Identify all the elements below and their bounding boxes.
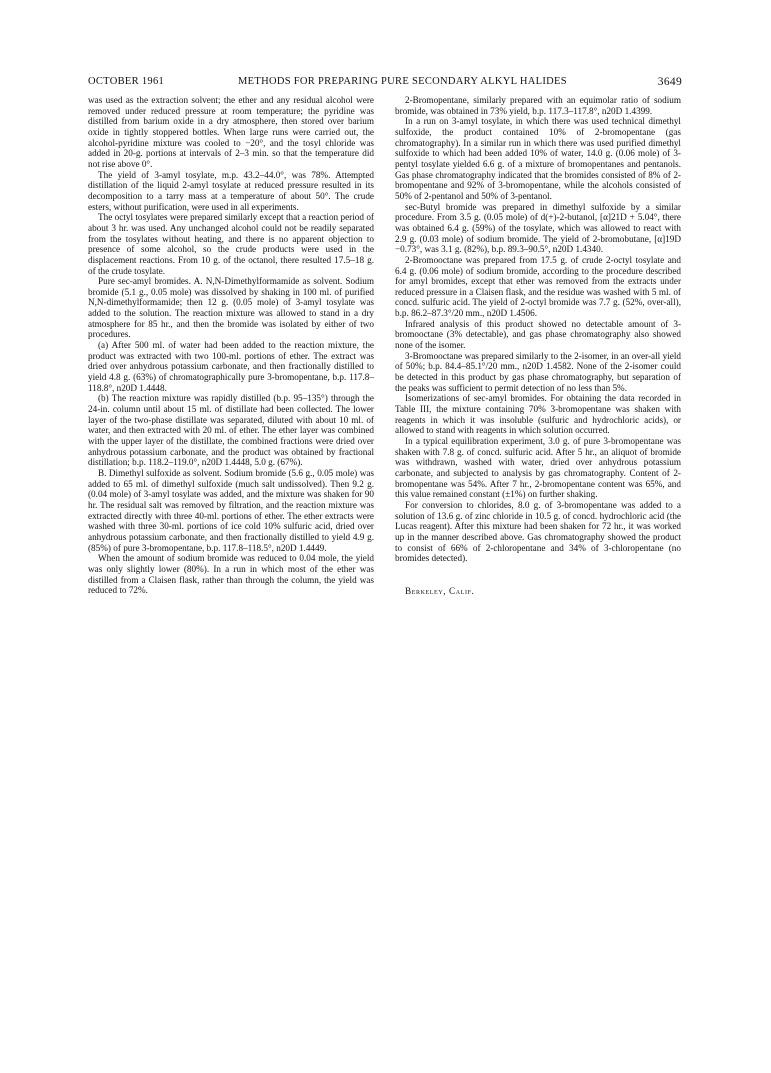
paragraph: In a typical equilibration experiment, 3.0 g. of pure 3-bromopentane was shaken with 7.8 g. of concd. sulfuric acid. After 5 hr., an aliquot of bromide was withdrawn, washed with water, dried over anhydrous potassium carbonate, and subjected to analysis by gas chromatography. Content of 2-bromopentane was 54%. After 7 hr., 2-bromopentane content was 65%, and this value remained constant (±1%) on further shaking.	[395, 436, 681, 500]
author-location: Berkeley, Calif.	[405, 585, 475, 596]
paragraph: The yield of 3-amyl tosylate, m.p. 43.2–44.0°, was 78%. Attempted distillation of the liquid 2-amyl tosylate at reduced pressure resulted in its decomposition to a tarry mass at a temperature of about 50°. The crude esters, without purification, were used in all experiments.	[88, 169, 374, 212]
left-column	[88, 95, 374, 596]
paragraph: sec-Butyl bromide was prepared in dimethyl sulfoxide by a similar procedure. From 3.5 g. (0.05 mole) of d(+)-2-butanol, [α]21D + 5.04°, there was obtained 6.4 g. (59%) of the tosylate, which was allowed to react with 2.9 g. (0.03 mole) of sodium bromide. The yield of 2-bromobutane, [α]19D −0.73°, was 3.1 g. (82%), b.p. 89.3–90.5°, n20D 1.4340.	[395, 201, 681, 255]
paragraph: The octyl tosylates were prepared similarly except that a reaction period of about 3 hr. was used. Any unchanged alcohol could not be readily separated from the tosylates without heating, and there is no apparent objection to presence of some alcohol, so the crude products were used in the displacement reactions. From 10 g. of the octanol, there resulted 17.5–18 g. of the crude tosylate.	[88, 212, 374, 276]
right-column	[395, 95, 681, 597]
header-title: METHODS FOR PREPARING PURE SECONDARY ALKYL HALIDES	[238, 76, 567, 87]
paragraph: 3-Bromooctane was prepared similarly to the 2-isomer, in an over-all yield of 50%; b.p. 84.4–85.1°/20 mm., n20D 1.4582. None of the 2-isomer could be detected in this product by gas phase chromatography, but separation of the peaks was sufficient to permit detection of no less than 5%.	[395, 350, 681, 393]
paragraph: Isomerizations of sec-amyl bromides. For obtaining the data recorded in Table III, the mixture containing 70% 3-bromopentane was shaken with reagents in which it was insoluble (sulfuric and hydrochloric acids), or allowed to stand with reagents in which solution occurred.	[395, 393, 681, 436]
paragraph: Infrared analysis of this product showed no detectable amount of 3-bromooctane (3% detectable), and gas phase chromatography also showed none of the isomer.	[395, 318, 681, 351]
paragraph: (a) After 500 ml. of water had been added to the reaction mixture, the product was extracted with two 100-ml. portions of ether. The extract was dried over anhydrous potassium carbonate, and then fractionally distilled to yield 4.8 g. (63%) of chromatographically pure 3-bromopentane, b.p. 117.8–118.8°, n20D 1.4448.	[88, 340, 374, 393]
paragraph: Pure sec-amyl bromides. A. N,N-Dimethylformamide as solvent. Sodium bromide (5.1 g., 0.05 mole) was dissolved by shaking in 100 ml. of purified N,N-dimethylformamide; then 12 g. (0.05 mole) of 3-amyl tosylate was added to the solution. The reaction mixture was allowed to stand in a dry atmosphere for 85 hr., and then the bromide was isolated by either of two procedures.	[88, 276, 374, 340]
paragraph: (b) The reaction mixture was rapidly distilled (b.p. 95–135°) through the 24-in. column until about 15 ml. of distillate had been collected. The lower layer of the two-phase distillate was separated, diluted with about 10 ml. of water, and then extracted with 20 ml. of ether. The ether layer was combined with the upper layer of the distillate, the combined fractions were dried over anhydrous potassium carbonate, and the product was obtained by fractional distillation; b.p. 118.2–119.0°, n20D 1.4448, 5.0 g. (67%).	[88, 393, 374, 468]
paragraph: When the amount of sodium bromide was reduced to 0.04 mole, the yield was only slightly lower (80%). In a run in which most of the ether was distilled from a Claisen flask, rather than through the column, the yield was reduced to 72%.	[88, 553, 374, 596]
paragraph: 2-Bromooctane was prepared from 17.5 g. of crude 2-octyl tosylate and 6.4 g. (0.06 mole) of sodium bromide, according to the procedure described for amyl bromides, except that ether was removed from the extracts under reduced pressure in a Claisen flask, and the residue was washed with 5 ml. of concd. sulfuric acid. The yield of 2-octyl bromide was 7.7 g. (52%, over-all), b.p. 86.2–87.3°/20 mm., n20D 1.4506.	[395, 254, 681, 319]
running-header	[88, 76, 682, 90]
paragraph: In a run on 3-amyl tosylate, in which there was used technical dimethyl sulfoxide, the product contained 10% of 2-bromopentane (gas chromatography). In a similar run in which there was used purified dimethyl sulfoxide to which had been added 10% of water, 14.0 g. (0.06 mole) of 3-pentyl tosylate yielded 6.6 g. of a mixture of bromopentanes and pentanols. Gas phase chromatography indicated that the bromides consisted of 8% of 2-bromopentane and 92% of 3-bromopentane, while the alcohols consisted of 50% of 2-pentanol and 50% of 3-pentanol.	[395, 116, 681, 201]
page-number: 3649	[657, 76, 682, 88]
paragraph: 2-Bromopentane, similarly prepared with an equimolar ratio of sodium bromide, was obtained in 73% yield, b.p. 117.3–117.8°, n20D 1.4399.	[395, 95, 681, 116]
paragraph: B. Dimethyl sulfoxide as solvent. Sodium bromide (5.6 g., 0.05 mole) was added to 65 ml. of dimethyl sulfoxide (much salt undissolved). Then 9.2 g. (0.04 mole) of 3-amyl tosylate was added, and the mixture was shaken for 90 hr. The residual salt was removed by filtration, and the reaction mixture was extracted directly with three 40-ml. portions of ether. The ether extracts were washed with three 30-ml. portions of ice cold 10% sulfuric acid, dried over anhydrous potassium carbonate, and then fractionally distilled to yield 4.9 g. (85%) of pure 3-bromopentane, b.p. 117.8–118.5°, n20D 1.4449.	[88, 467, 374, 553]
paragraph: was used as the extraction solvent; the ether and any residual alcohol were removed under reduced pressure at room temperature; the pyridine was distilled from barium oxide in a dry atmosphere, then stored over barium oxide in tightly stoppered bottles. When large runs were carried out, the alcohol-pyridine mixture was cooled to −20°, and the tosyl chloride was added in 20-g. portions at intervals of 2–3 min. so that the temperature did not rise above 0°.	[88, 95, 374, 169]
paragraph: For conversion to chlorides, 8.0 g. of 3-bromopentane was added to a solution of 13.6 g. of zinc chloride in 10.5 g. of concd. hydrochloric acid (the Lucas reagent). After this mixture had been shaken for 72 hr., it was worked up in the manner described above. Gas chromatography showed the product to consist of 66% of 2-chloropentane and 34% of 3-chloropentane (no bromides detected).	[395, 499, 681, 564]
header-date: OCTOBER 1961	[88, 76, 165, 87]
